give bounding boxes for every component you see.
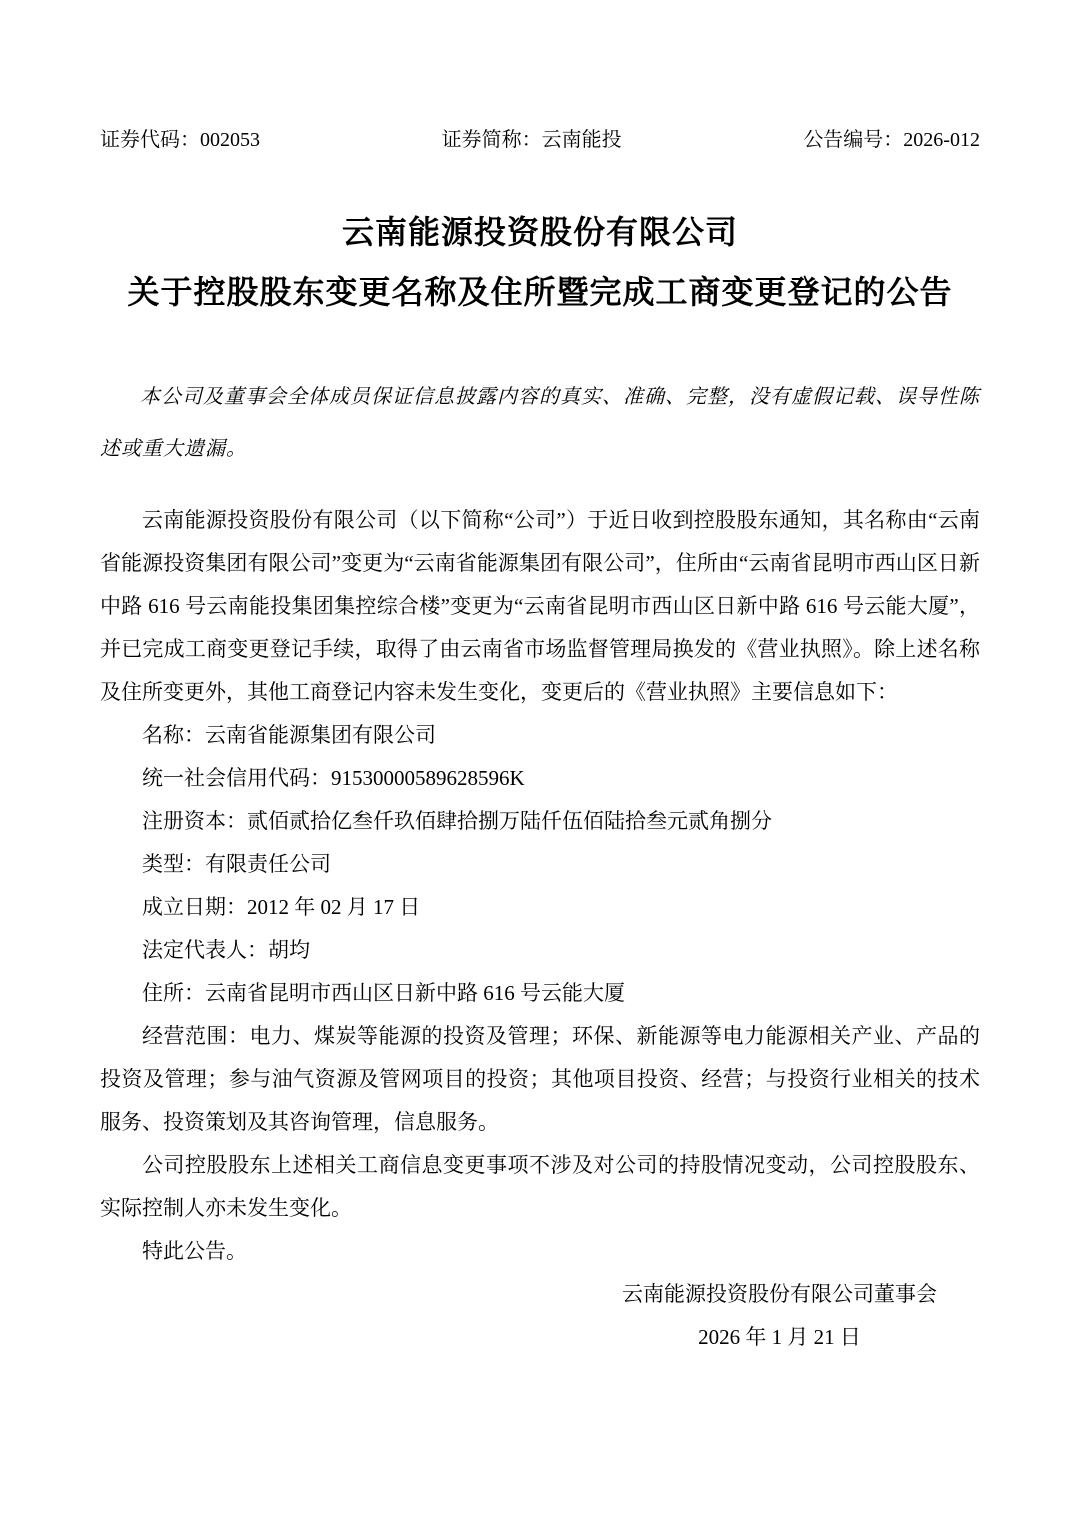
license-item-business-scope: 经营范围：电力、煤炭等能源的投资及管理；环保、新能源等电力能源相关产业、产品的投资及管理；参与油气资源及管网项目的投资；其他项目投资、经营；与投资行业相关的技术服务、投资策划及其咨询管理，信息服务。 xyxy=(100,1024,980,1135)
license-item-address: 住所：云南省昆明市西山区日新中路 616 号云能大厦 xyxy=(142,981,625,1006)
license-item-name: 名称：云南省能源集团有限公司 xyxy=(142,723,436,748)
intro-paragraph: 云南能源投资股份有限公司（以下简称“公司”）于近日收到控股股东通知，其名称由“云南省能源投资集团有限公司”变更为“云南省能源集团有限公司”，住所由“云南省昆明市西山区日新中路 616 号云南能投集团集控综合楼”变更为“云南省昆明市西山区日新中路 616 号云能大厦”，并已完成工商变更登记手续，取得了由云南省市场监督管理局换发的《营业执照》。除上述名称及住所变更外，其他工商登记内容未发生变化，变更后的《营业执照》主要信息如下： xyxy=(100,508,980,705)
license-item-legal-representative: 法定代表人：胡均 xyxy=(142,938,310,963)
stock-short-name: 证券简称：云南能投 xyxy=(441,129,622,151)
signature-board: 云南能源投资股份有限公司董事会 xyxy=(622,1282,937,1307)
license-item-establish-date: 成立日期：2012 年 02 月 17 日 xyxy=(142,895,421,920)
company-title: 云南能源投资股份有限公司 xyxy=(341,214,738,250)
announcement-number: 公告编号：2026-012 xyxy=(803,129,980,151)
closing-paragraph: 公司控股股东上述相关工商信息变更事项不涉及对公司的持股情况变动，公司控股股东、实际控制人亦未发生变化。 xyxy=(100,1153,980,1221)
signature-block xyxy=(622,1273,937,1359)
stock-code: 证券代码：002053 xyxy=(100,129,260,151)
signature-date: 2026 年 1 月 21 日 xyxy=(698,1325,861,1350)
license-item-credit-code: 统一社会信用代码：91530000589628596K xyxy=(142,766,525,791)
license-item-registered-capital: 注册资本：贰佰贰拾亿叁仟玖佰肆拾捌万陆仟伍佰陆拾叁元贰角捌分 xyxy=(142,809,772,834)
license-item-company-type: 类型：有限责任公司 xyxy=(142,852,331,877)
disclaimer-statement: 本公司及董事会全体成员保证信息披露内容的真实、准确、完整，没有虚假记载、误导性陈述或重大遗漏。 xyxy=(100,386,980,461)
announcement-title: 关于控股股东变更名称及住所暨完成工商变更登记的公告 xyxy=(127,273,953,310)
notice-line: 特此公告。 xyxy=(142,1239,247,1264)
doc-body xyxy=(100,499,980,1273)
doc-header xyxy=(100,128,980,152)
